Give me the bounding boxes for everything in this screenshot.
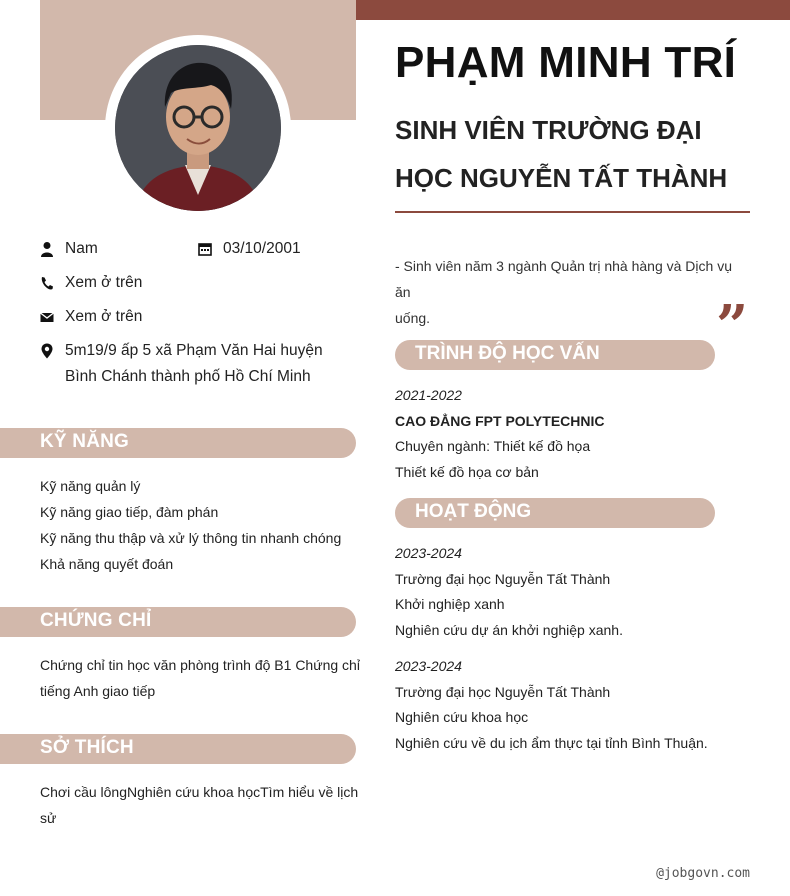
activity-date: 2023-2024 — [395, 545, 462, 561]
certificates-line-2: tiếng Anh giao tiếp — [40, 683, 156, 699]
gender-text: Nam — [65, 240, 98, 257]
education-date: 2021-2022 — [395, 387, 462, 403]
education-entry — [395, 383, 605, 485]
summary-text — [395, 253, 750, 331]
list-item: Kỹ năng quản lý — [40, 478, 141, 494]
email-row — [40, 304, 340, 330]
hobbies-line-2: sử — [40, 810, 57, 826]
education-heading: TRÌNH ĐỘ HỌC VẤN — [415, 343, 600, 364]
avatar-illustration — [115, 45, 281, 211]
activity-desc: Nghiên cứu về du ịch ẩm thực tại tỉnh Bình Thuận. — [395, 734, 708, 751]
phone-text: Xem ở trên — [65, 274, 143, 291]
activity-role: Khởi nghiệp xanh — [395, 596, 505, 612]
footer-watermark: @jobgovn.com — [656, 866, 750, 881]
list-item: Khả năng quyết đoán — [40, 556, 174, 572]
skills-header — [0, 428, 356, 458]
certificates-text — [40, 652, 360, 704]
job-title — [395, 106, 727, 202]
map-pin-icon — [40, 343, 54, 359]
email-text: Xem ở trên — [65, 308, 143, 325]
list-item: Kỹ năng giao tiếp, đàm phán — [40, 504, 219, 520]
activity-entry — [395, 654, 708, 756]
activity-desc: Nghiên cứu dự án khởi nghiệp xanh. — [395, 621, 623, 638]
activities-heading: HOẠT ĐỘNG — [415, 501, 532, 522]
address-line-2: Bình Chánh thành phố Hồ Chí Minh — [65, 368, 311, 385]
phone-icon — [40, 275, 54, 291]
hobbies-text — [40, 779, 358, 831]
address-line-1: 5m19/9 ấp 5 xã Phạm Văn Hai huyện — [65, 342, 323, 359]
address-row — [40, 338, 356, 390]
list-item: Kỹ năng thu thập và xử lý thông tin nhanh chóng — [40, 530, 342, 546]
title-divider — [395, 211, 750, 213]
job-title-line-2: HỌC NGUYỄN TẤT THÀNH — [395, 163, 728, 193]
education-major: Chuyên ngành: Thiết kế đồ họa — [395, 438, 591, 454]
hobbies-line-1: Chơi cầu lôngNghiên cứu khoa họcTìm hiểu về lịch — [40, 784, 359, 800]
activities-header — [395, 498, 715, 528]
job-title-line-1: SINH VIÊN TRƯỜNG ĐẠI — [395, 115, 702, 145]
certificates-heading: CHỨNG CHỈ — [40, 610, 152, 631]
avatar — [115, 45, 281, 211]
quote-icon: ” — [716, 293, 749, 359]
activity-entry — [395, 541, 623, 643]
summary-line-1: - Sinh viên năm 3 ngành Quản trị nhà hàng và Dịch vụ ăn — [395, 258, 732, 300]
education-header — [395, 340, 715, 370]
activity-date: 2023-2024 — [395, 658, 462, 674]
education-detail: Thiết kế đồ họa cơ bản — [395, 463, 539, 480]
mail-icon — [40, 309, 54, 325]
education-school: CAO ĐẲNG FPT POLYTECHNIC — [395, 412, 605, 429]
activity-org: Trường đại học Nguyễn Tất Thành — [395, 683, 611, 700]
candidate-name: PHẠM MINH TRÍ — [395, 38, 737, 87]
skills-heading: KỸ NĂNG — [40, 431, 130, 452]
birthday-text: 03/10/2001 — [223, 240, 301, 257]
birthday-row — [198, 236, 356, 262]
hobbies-header — [0, 734, 356, 764]
certificates-header — [0, 607, 356, 637]
user-icon — [40, 241, 54, 257]
summary-line-2: uống. — [395, 310, 431, 326]
calendar-icon — [198, 241, 212, 257]
activity-role: Nghiên cứu khoa học — [395, 709, 529, 725]
phone-row — [40, 270, 340, 296]
certificates-line-1: Chứng chỉ tin học văn phòng trình độ B1 Chứng chỉ — [40, 657, 360, 673]
hobbies-heading: SỞ THÍCH — [40, 737, 134, 758]
gender-row — [40, 236, 200, 262]
activity-org: Trường đại học Nguyễn Tất Thành — [395, 570, 611, 587]
top-accent-bar — [356, 0, 790, 20]
skills-list — [40, 473, 341, 577]
